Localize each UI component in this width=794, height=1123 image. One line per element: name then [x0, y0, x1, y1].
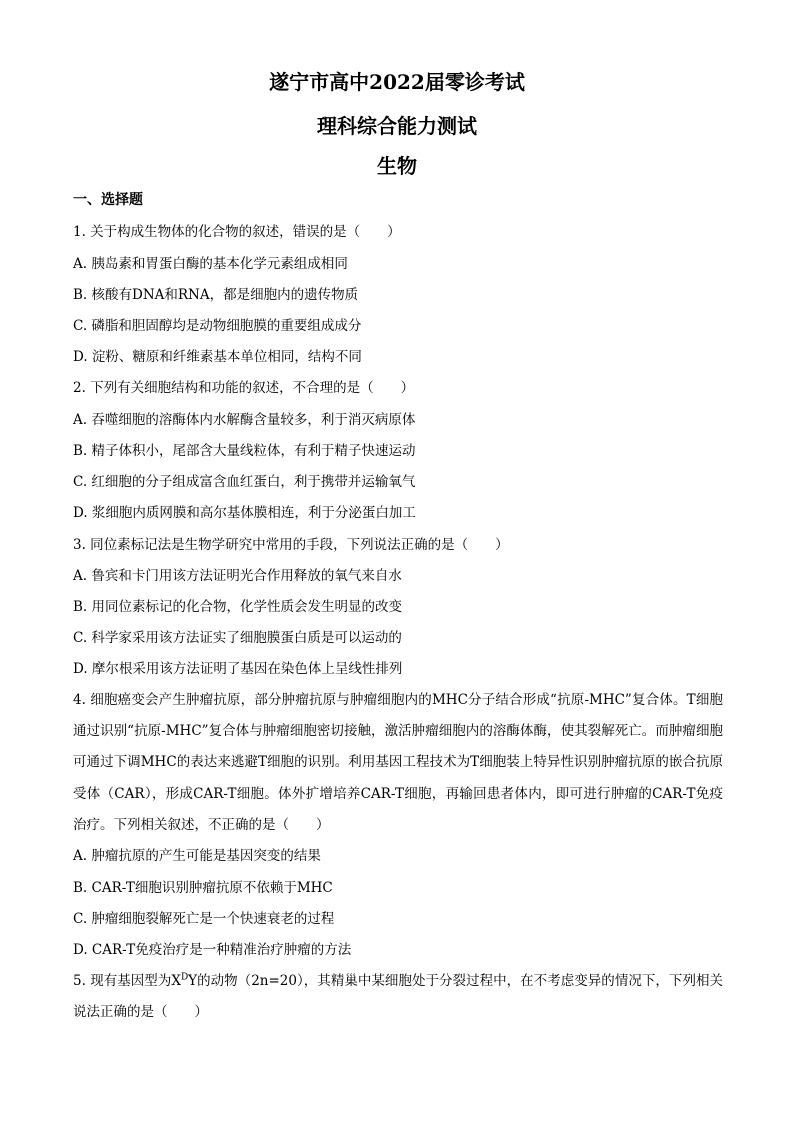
question-2-option-d: D. 浆细胞内质网膜和高尔基体膜相连，利于分泌蛋白加工 — [73, 505, 416, 521]
exam-title: 遂宁市高中2022届零诊考试 — [269, 70, 525, 94]
question-3-option-c: C. 科学家采用该方法证实了细胞膜蛋白质是可以运动的 — [73, 630, 402, 646]
subject-title: 生物 — [377, 154, 417, 178]
question-1-option-d: D. 淀粉、糖原和纤维素基本单位相同，结构不同 — [73, 349, 362, 365]
question-4-option-d: D. CAR-T免疫治疗是一种精准治疗肿瘤的方法 — [73, 942, 352, 958]
question-2-stem: 2. 下列有关细胞结构和功能的叙述，不合理的是（ ） — [73, 380, 415, 396]
question-3-option-b: B. 用同位素标记的化合物，化学性质会发生明显的改变 — [73, 599, 403, 615]
question-3-stem: 3. 同位素标记法是生物学研究中常用的手段，下列说法正确的是（ ） — [73, 537, 509, 553]
question-4-option-c: C. 肿瘤细胞裂解死亡是一个快速衰老的过程 — [73, 911, 335, 927]
question-4-stem: 4. 细胞癌变会产生肿瘤抗原，部分肿瘤抗原与肿瘤细胞内的MHC分子结合形成“抗原-MHC”复合体。T细胞通过识别“抗原-MHC”复合体与肿瘤细胞密切接触，激活肿瘤细胞内的溶酶体酶，使其裂解死亡。而肿瘤细胞可通过下调MHC的表达来逃避T细胞的识别。利用基因工程技术为T细胞装上特异性识别肿瘤抗原的嵌合抗原受体（CAR），形成CAR-T细胞。体外扩增培养CAR-T细胞，再输回患者体内，即可进行肿瘤的CAR-T免疫治疗。下列相关叙述，不正确的是（ ） — [73, 692, 723, 833]
question-5-stem-start: 5. 现有基因型为X — [73, 973, 181, 989]
question-3-option-a: A. 鲁宾和卡门用该方法证明光合作用释放的氧气来自水 — [73, 568, 402, 584]
question-2-option-b: B. 精子体积小，尾部含大量线粒体，有利于精子快速运动 — [73, 443, 416, 459]
question-4-option-b: B. CAR-T细胞识别肿瘤抗原不依赖于MHC — [73, 880, 333, 896]
question-3-option-d: D. 摩尔根采用该方法证明了基因在染色体上呈线性排列 — [73, 661, 403, 677]
question-2-option-c: C. 红细胞的分子组成富含血红蛋白，利于携带并运输氧气 — [73, 474, 416, 490]
allele-superscript: D — [180, 972, 189, 983]
question-1-stem: 1. 关于构成生物体的化合物的叙述，错误的是（ ） — [73, 224, 401, 240]
question-1-option-b: B. 核酸有DNA和RNA，都是细胞内的遗传物质 — [73, 287, 359, 303]
question-1-option-a: A. 胰岛素和胃蛋白酶的基本化学元素组成相同 — [73, 256, 348, 272]
section-heading: 一、选择题 — [73, 192, 143, 208]
question-5-stem — [73, 966, 723, 1028]
exam-subtitle: 理科综合能力测试 — [317, 114, 477, 138]
question-4-option-a: A. 肿瘤抗原的产生可能是基因突变的结果 — [73, 848, 321, 864]
question-2-option-a: A. 吞噬细胞的溶酶体内水解酶含量较多，利于消灭病原体 — [73, 412, 416, 428]
question-5-stem-end: Y的动物（2n=20），其精巢中某细胞处于分裂过程中，在不考虑变异的情况下，下列相关说法正确的是（ ） — [73, 973, 723, 1021]
question-1-option-c: C. 磷脂和胆固醇均是动物细胞膜的重要组成成分 — [73, 318, 362, 334]
